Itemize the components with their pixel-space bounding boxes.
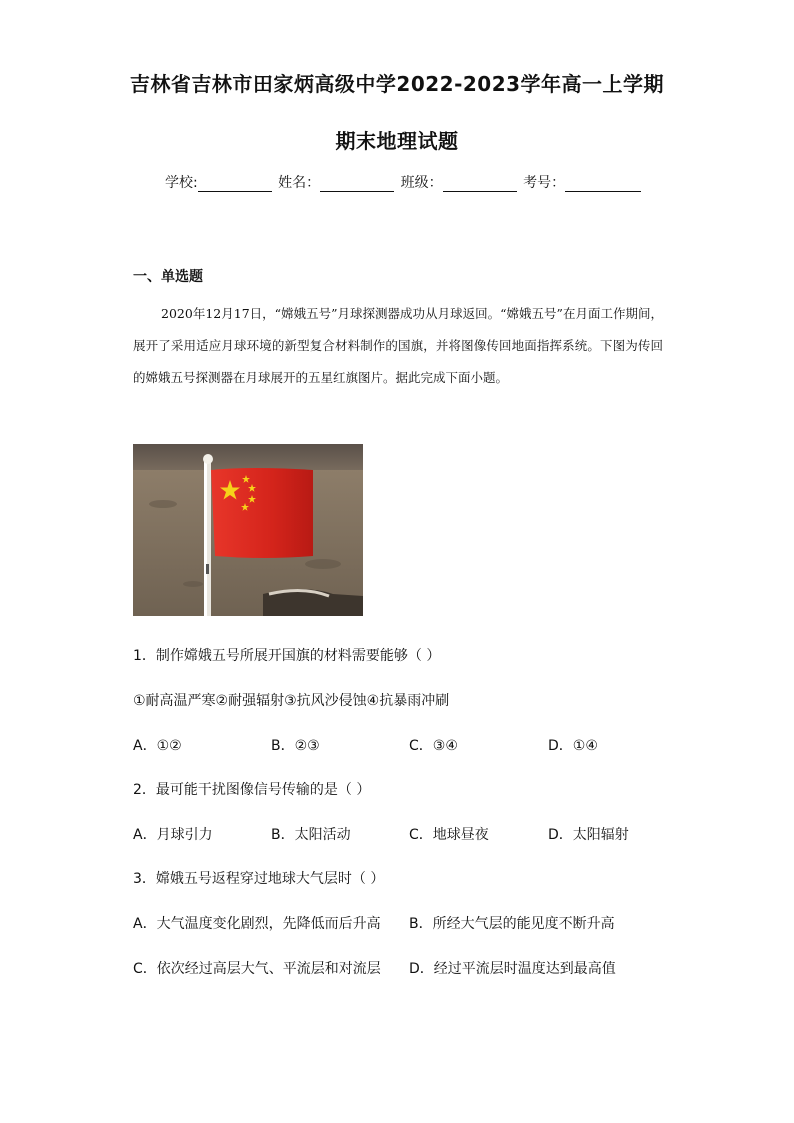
section-heading: 一、单选题 [133,269,203,285]
question-2-option-c[interactable]: C．地球昼夜 [409,827,489,843]
question-1-stem: 1．制作嫦娥五号所展开国旗的材料需要能够（ ） [133,648,441,664]
question-1-option-b[interactable]: B．②③ [271,738,320,754]
exam-number-label: 考号： [523,175,566,191]
name-label: 姓名： [278,175,321,191]
name-blank[interactable] [320,177,394,192]
question-3-stem: 3．嫦娥五号返程穿过地球大气层时（ ） [133,871,385,887]
school-blank[interactable] [198,177,272,192]
moon-flag-photo [133,444,363,616]
question-3-option-b[interactable]: B．所经大气层的能见度不断升高 [409,916,615,932]
paper-title-line2: 期末地理试题 [335,129,459,153]
question-2-option-a[interactable]: A．月球引力 [133,827,213,843]
student-info-fields [165,172,643,192]
question-1-option-d[interactable]: D．①④ [548,738,598,754]
question-3-option-a[interactable]: A．大气温度变化剧烈，先降低而后升高 [133,916,381,932]
passage-text: 2020年12月17日，“嫦娥五号”月球探测器成功从月球返回。“嫦娥五号”在月面工作期间，展开了采用适应月球环境的新型复合材料制作的国旗，并将图像传回地面指挥系统。下图为传回的嫦娥五号探测器在月球展开的五星红旗图片。据此完成下面小题。 [133,306,663,385]
question-1-option-a[interactable]: A．①② [133,738,182,754]
question-3-option-d[interactable]: D．经过平流层时温度达到最高值 [409,961,616,977]
paper-title-line1: 吉林省吉林市田家炳高级中学2022-2023学年高一上学期 [129,72,665,96]
question-2-option-d[interactable]: D．太阳辐射 [548,827,629,843]
question-3-option-c[interactable]: C．依次经过高层大气、平流层和对流层 [133,961,381,977]
class-label: 班级： [400,175,443,191]
question-1-option-c[interactable]: C．③④ [409,738,458,754]
question-1-statements: ①耐高温严寒②耐强辐射③抗风沙侵蚀④抗暴雨冲刷 [133,693,450,709]
question-2-option-b[interactable]: B．太阳活动 [271,827,351,843]
school-label: 学校: [165,175,198,191]
flag-icon [211,468,313,558]
class-blank[interactable] [443,177,517,192]
question-2-stem: 2．最可能干扰图像信号传输的是（ ） [133,782,371,798]
exam-number-blank[interactable] [565,177,641,192]
